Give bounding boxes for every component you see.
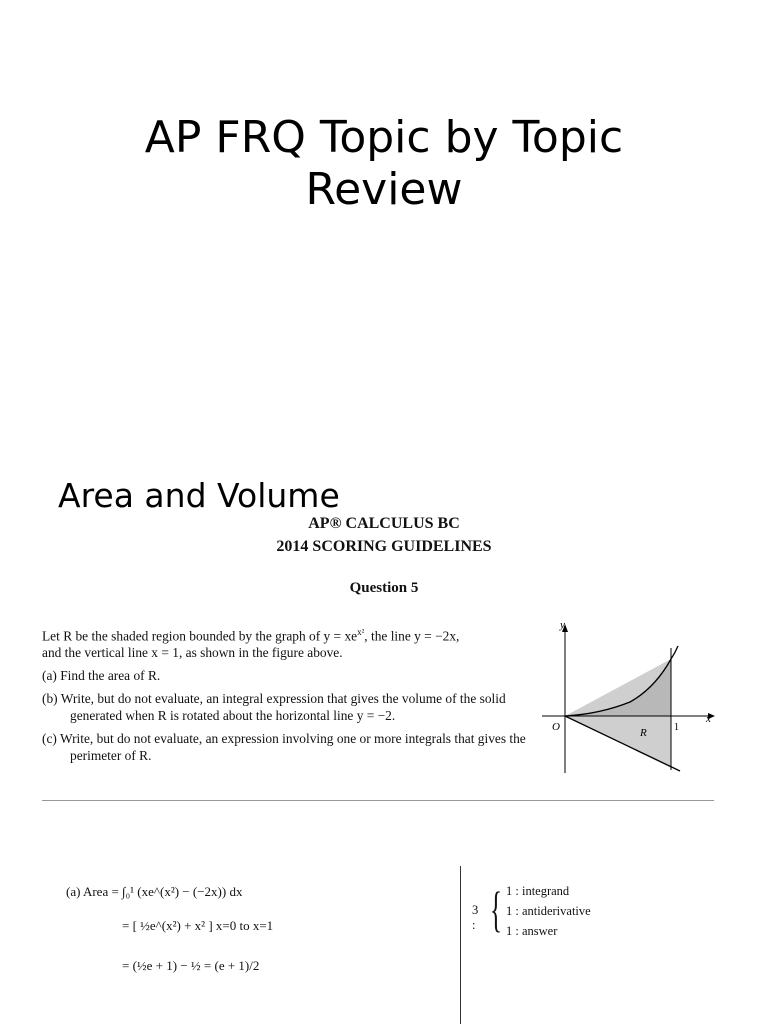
solution-line-3: = (½e + 1) − ½ = (e + 1)/2 [122,958,260,973]
slide-title-line1: AP FRQ Topic by Topic [144,112,624,163]
problem-statement [42,624,537,770]
slide-title [0,112,768,216]
problem-intro [42,624,537,661]
y-axis-label: y [560,619,565,631]
solution-line-2: = [ ½e^(x²) + x² ] x=0 to x=1 [122,918,274,933]
part-a: (a) Find the area of R. [42,668,161,684]
scoring-item: 1 : answer [506,924,558,938]
problem-intro-c: and the vertical line x = 1, as shown in the figure above. [42,645,343,661]
guideline-title: 2014 SCORING GUIDELINES [276,538,492,555]
scoring-points: 3 : [472,903,479,932]
origin-label: O [552,721,560,733]
region-label: R [640,727,647,739]
slide-title-line2: Review [305,164,463,215]
brace-icon: { [490,881,502,937]
divider-horizontal [42,800,714,801]
divider-vertical [460,866,461,1024]
part-b: (b) Write, but do not evaluate, an integral expression that gives the volume of the solid generated when R is rotated about the horizontal line y = −2. [42,691,506,724]
question-number: Question 5 [349,580,419,596]
x-axis-label: x [706,713,711,725]
scoring-item: 1 : integrand [506,884,570,898]
problem-intro-a: Let R be the shaded region bounded by the graph of y = xe [42,628,358,644]
problem-intro-exp: x² [357,627,365,637]
solution-line-1: (a) Area = ∫₀¹ (xe^(x²) − (−2x)) dx [66,884,243,899]
x-tick-label: 1 [674,722,679,733]
section-title: Area and Volume [58,476,340,515]
guideline-course: AP® CALCULUS BC [308,515,460,532]
scoring-item: 1 : antiderivative [506,904,591,918]
region-graph [540,618,720,778]
part-c: (c) Write, but do not evaluate, an expression involving one or more integrals that gives the perimeter of R. [42,731,526,764]
problem-intro-b: , the line y = −2x, [364,628,460,644]
